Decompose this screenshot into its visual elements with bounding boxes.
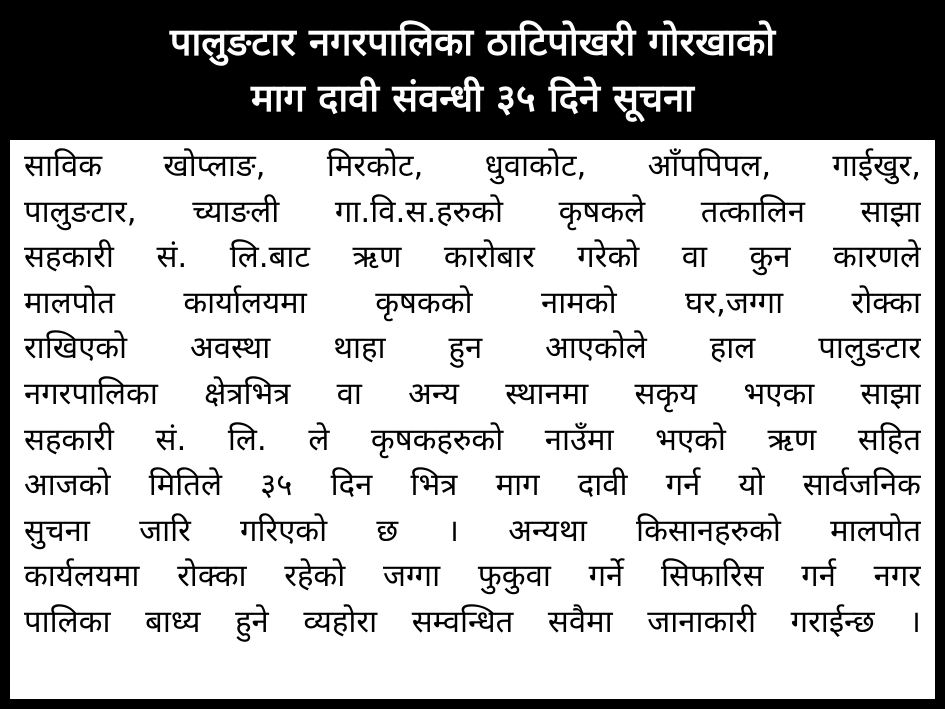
notice-body-text (24, 144, 921, 646)
notice-header (0, 0, 945, 140)
body-line: मालपोत कार्यालयमा कृषकको नामको घर,जग्गा रोक्का (24, 284, 921, 321)
body-line: सहकारी सं. लि.बाट ऋण कारोबार गरेको वा कुन कारणले (24, 239, 921, 276)
body-line: सहकारी सं. लि. ले कृषकहरुको नाउँमा भएको ऋण सहित (24, 421, 921, 458)
body-line: राखिएको अवस्था थाहा हुन आएकोले हाल पालुङटार (24, 330, 921, 367)
body-line: पालुङटार, च्याङली गा.वि.स.हरुको कृषकले तत्कालिन साझा (24, 193, 921, 230)
notice-title-line-2: माग दावी संवन्धी ३५ दिने सूचना (250, 76, 695, 120)
body-line: नगरपालिका क्षेत्रभित्र वा अन्य स्थानमा सकृय भएका साझा (24, 375, 921, 412)
body-line: पालिका बाध्य हुने व्यहोरा सम्वन्धित सवैमा जानाकारी गराईन्छ । (24, 603, 921, 640)
body-line: आजको मितिले ३५ दिन भित्र माग दावी गर्न यो सार्वजनिक (24, 467, 921, 504)
body-line: साविक खोप्लाङ, मिरकोट, धुवाकोट, आँपपिपल, गाईखुर, (24, 148, 921, 184)
body-line: कार्यलयमा रोक्का रहेको जग्गा फुकुवा गर्ने सिफारिस गर्न नगर (24, 558, 921, 595)
body-line: सुचना जारि गरिएको छ । अन्यथा किसानहरुको मालपोत (24, 512, 921, 549)
notice-body (10, 140, 935, 699)
notice-title-line-1: पालुङटार नगरपालिका ठाटिपोखरी गोरखाको (169, 20, 776, 64)
